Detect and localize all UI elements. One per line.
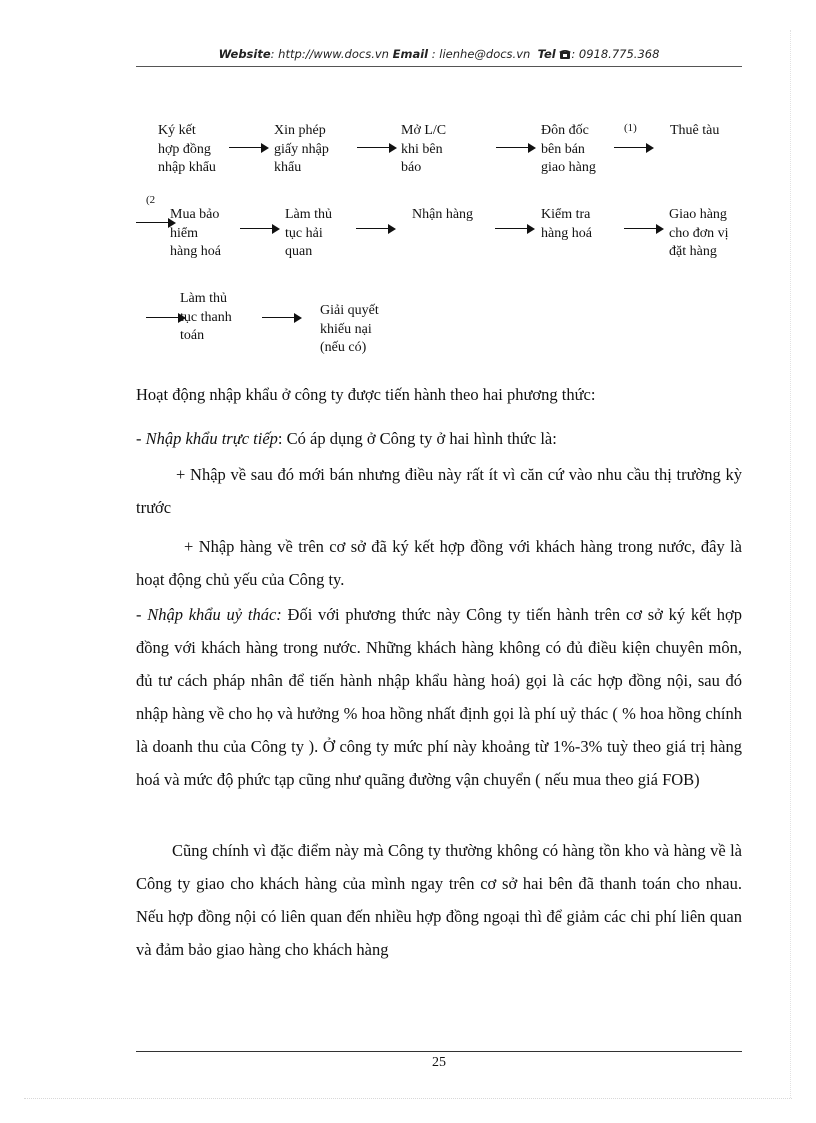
flow-node: Giải quyết khiếu nại (nếu có): [320, 303, 379, 355]
paragraph-intro-text: Hoạt động nhập khẩu ở công ty được tiến hành theo hai phương thức:: [136, 385, 596, 404]
flow-node: Giao hàng cho đơn vị đặt hàng: [669, 207, 729, 259]
direct-import-text: : Có áp dụng ở Công ty ở hai hình thức là:: [277, 429, 557, 448]
flow-node: Ký kết hợp đồng nhập khẩu: [158, 123, 216, 175]
flow-node: Thuê tàu: [670, 123, 720, 138]
direct-import-label: - Nhập khẩu trực tiếp: [136, 429, 278, 448]
option-1-text: + Nhập về sau đó mới bán nhưng điều này rất ít vì căn cứ vào nhu cầu thị trường kỳ trước: [136, 465, 742, 517]
flow-arrow: [262, 313, 302, 323]
flow-arrow: [614, 143, 654, 153]
phone-icon: [559, 49, 571, 59]
paragraph-option-2: [136, 530, 742, 596]
entrusted-import-label: - Nhập khẩu uỷ thác:: [136, 605, 282, 624]
flow-node: Mua bảo hiểm hàng hoá: [170, 207, 221, 259]
website-value: : http://www.docs.vn: [270, 47, 389, 61]
paragraph-direct-import: [136, 422, 742, 455]
header-rule: [136, 66, 742, 67]
email-label: Email: [392, 47, 429, 61]
flow-node: Kiểm tra hàng hoá: [541, 207, 592, 241]
flow-node: Nhận hàng: [412, 207, 474, 222]
flow-node: Làm thủ tục thanh toán: [180, 291, 232, 343]
flow-note: (2: [146, 194, 156, 206]
page-header: [136, 47, 742, 61]
flow-arrow: [495, 224, 535, 234]
flow-node: Đôn đốc bên bán giao hàng: [541, 123, 596, 175]
inventory-text: Cũng chính vì đặc điểm này mà Công ty thường không có hàng tồn kho và hàng về là Công ty giao cho khách hàng của mình ngay trên cơ sở hai bên đã thanh toán cho nhau. Nếu hợp đồng nội có liên quan đến nhiều hợp đồng ngoại thì để giảm các chi phí liên quan và đảm bảo giao hàng cho khách hàng: [136, 841, 742, 959]
entrusted-import-text: Đối với phương thức này Công ty tiến hành trên cơ sở ký kết hợp đồng với khách hàng trong nước. Những khách hàng không có đủ điều kiện chuyên môn, đủ tư cách pháp nhân để tiến hành nhập khẩu hàng hoá) gọi là các hợp đồng nội, sau đó nhập hàng về cho họ và hưởng % hoa hồng nhất định gọi là phí uỷ thác ( % hoa hồng chính là doanh thu của Công ty ). Ở công ty mức phí này khoảng từ 1%-3% tuỳ theo giá trị hàng hoá và mức độ phức tạp cũng như quãng đường vận chuyển ( nếu mua theo giá FOB): [136, 605, 742, 789]
footer-rule: [136, 1051, 742, 1052]
page-border-bottom: [24, 1098, 792, 1099]
flow-node: Xin phép giấy nhập khẩu: [274, 123, 329, 175]
flow-node: Làm thủ tục hải quan: [285, 207, 333, 259]
tel-label: Tel: [537, 47, 556, 61]
paragraph-inventory: [136, 834, 742, 966]
paragraph-entrusted-import: [136, 598, 742, 796]
flow-arrow: [496, 143, 536, 153]
page-number: 25: [432, 1055, 446, 1070]
page-border-right: [790, 30, 791, 1098]
paragraph-intro: [136, 378, 742, 411]
flow-arrow: [240, 224, 280, 234]
paragraph-option-1: [136, 458, 742, 524]
flow-arrow: [229, 143, 269, 153]
website-label: Website: [218, 47, 271, 61]
option-2-text: + Nhập hàng về trên cơ sở đã ký kết hợp đồng với khách hàng trong nước, đây là hoạt động chủ yếu của Công ty.: [136, 537, 742, 589]
flow-node: Mở L/C khi bên báo: [401, 123, 447, 175]
flow-arrow: [356, 224, 396, 234]
flow-note: (1): [624, 122, 637, 134]
email-value: : lienhe@docs.vn: [431, 47, 531, 61]
tel-value: : 0918.775.368: [571, 47, 660, 61]
flow-arrow: [357, 143, 397, 153]
flow-arrow: [624, 224, 664, 234]
